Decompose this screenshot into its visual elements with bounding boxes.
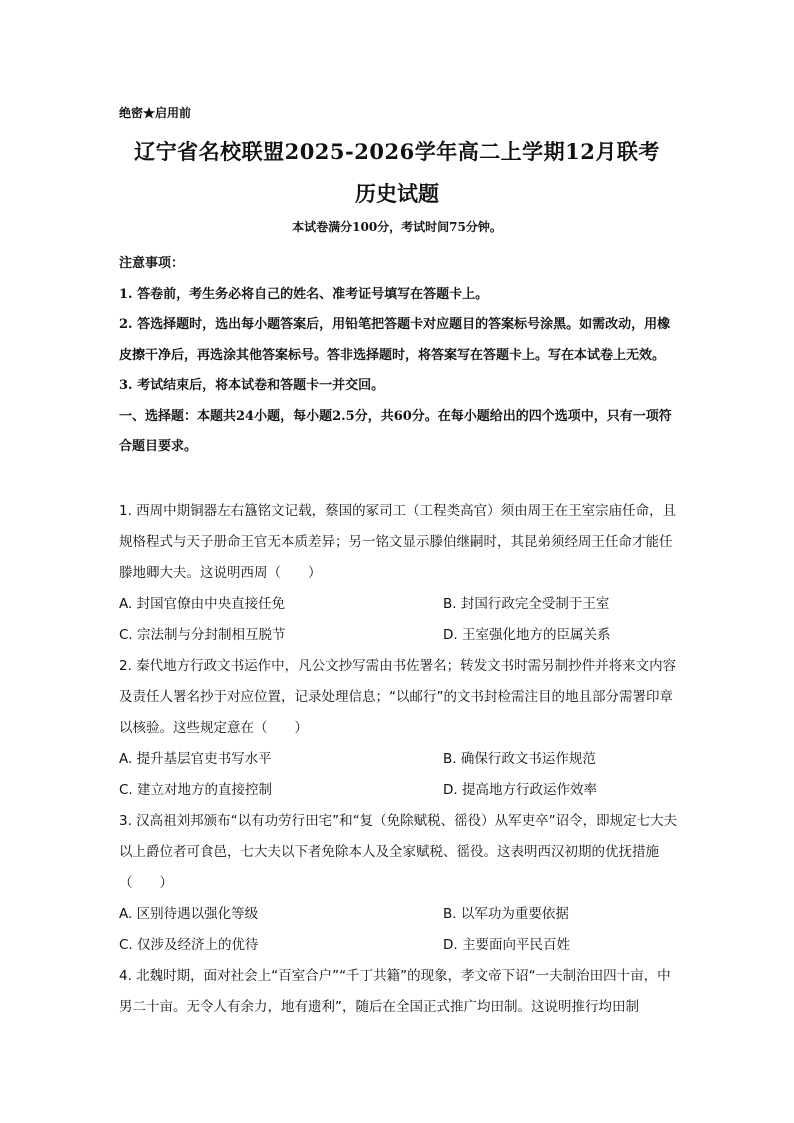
option-row [119, 775, 683, 806]
option-b: B. 封国行政完全受制于王室 [443, 596, 610, 612]
option-row [119, 744, 683, 775]
option-d: D. 提高地方行政运作效率 [443, 782, 597, 798]
subject-title: 历史试题 [355, 181, 439, 206]
question-stem: 1. 西周中期铜器左右簋铭文记载，蔡国的冢司工（工程类高官）须由周王在王室宗庙任命，且规格程式与天子册命王官无本质差异；另一铭文显示滕伯继嗣时，其昆弟须经周王任命才能任滕地卿大夫。这说明西周（ ） [119, 503, 677, 581]
notes-section [119, 249, 683, 463]
exam-title: 辽宁省名校联盟2025-2026学年高二上学期12月联考 [134, 139, 660, 164]
option-c: C. 仅涉及经济上的优待 [119, 937, 259, 953]
option-c: C. 宗法制与分封制相互脱节 [119, 627, 286, 643]
option-a: A. 提升基层官吏书写水平 [119, 751, 272, 767]
section-heading: 一、选择题：本题共24小题，每小题2.5分，共60分。在每小题给出的四个选项中，只有一项符合题目要求。 [119, 408, 672, 454]
option-row [119, 930, 683, 961]
question-stem: 2. 秦代地方行政文书运作中，凡公文抄写需由书佐署名；转发文书时需另制抄件并将来文内容及责任人署名抄于对应位置，记录处理信息；“以邮行”的文书封检需注目的地且部分需署印章以核验。这些规定意在（ ） [119, 658, 677, 736]
question-stem: 3. 汉高祖刘邦颁布“以有功劳行田宅”和“复（免除赋税、徭役）从军吏卒”诏令，即规定七大夫以上爵位者可食邑，七大夫以下者免除本人及全家赋税、徭役。这表明西汉初期的优抚措施（ ） [119, 813, 678, 891]
option-c: C. 建立对地方的直接控制 [119, 782, 273, 798]
option-row [119, 620, 683, 651]
confidential-label: 绝密★启用前 [119, 106, 192, 120]
option-b: B. 以军功为重要依据 [443, 906, 569, 922]
option-row [119, 899, 683, 930]
option-a: A. 封国官僚由中央直接任免 [119, 596, 286, 612]
option-a: A. 区别待遇以强化等级 [119, 906, 259, 922]
note-item: 3. 考试结束后，将本试卷和答题卡一并交回。 [119, 378, 385, 393]
option-d: D. 王室强化地方的臣属关系 [443, 627, 611, 643]
note-item: 1. 答卷前，考生务必将自己的姓名、准考证号填写在答题卡上。 [119, 286, 489, 302]
questions-section [119, 496, 683, 1023]
notes-heading: 注意事项： [119, 256, 185, 271]
question-stem: 4. 北魏时期，面对社会上“百室合户”“千丁共籍”的现象，孝文帝下诏“一夫制治田四十亩，中男二十亩。无令人有余力，地有遗利”，随后在全国正式推广均田制。这说明推行均田制 [119, 968, 671, 1015]
note-item: 2. 答选择题时，选出每小题答案后，用铅笔把答题卡对应题目的答案标号涂黑。如需改动，用橡皮擦干净后，再选涂其他答案标号。答非选择题时，将答案写在答题卡上。写在本试卷上无效。 [119, 317, 671, 363]
option-b: B. 确保行政文书运作规范 [443, 751, 596, 767]
exam-meta: 本试卷满分100分，考试时间75分钟。 [292, 220, 502, 234]
option-d: D. 主要面向平民百姓 [443, 937, 570, 953]
option-row [119, 589, 683, 620]
